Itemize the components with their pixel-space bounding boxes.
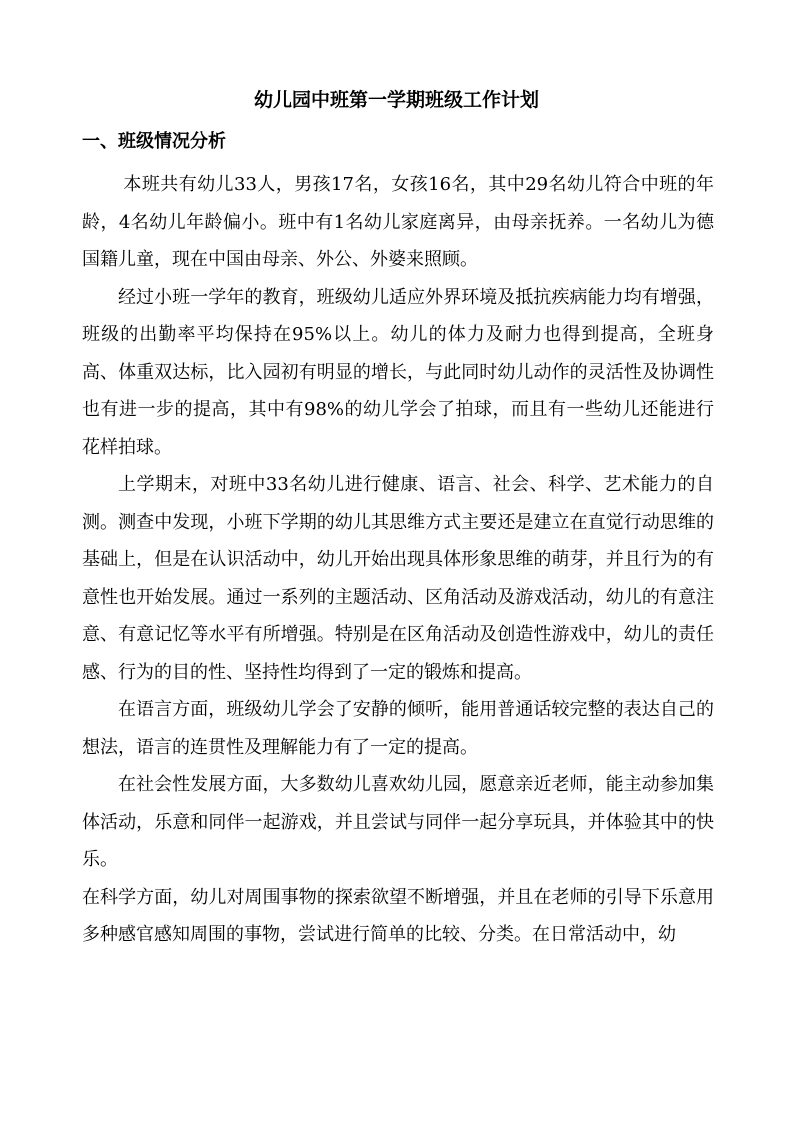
paragraph-language: 在语言方面，班级幼儿学会了安静的倾听，能用普通话较完整的表达自己的想法，语言的连贯性及理解能力有了一定的提高。 [82,699,714,758]
document-title: 幼儿园中班第一学期班级工作计划 [253,89,539,111]
paragraph-science: 在科学方面，幼儿对周围事物的探索欲望不断增强，并且在老师的引导下乐意用多种感官感知周围的事物，尝试进行简单的比较、分类。在日常活动中，幼 [82,886,714,945]
paragraph-health-development: 经过小班一学年的教育，班级幼儿适应外界环境及抵抗疾病能力均有增强，班级的出勤率平均保持在95%以上。幼儿的体力及耐力也得到提高，全班身高、体重双达标，比入园初有明显的增长，与此同时幼儿动作的灵活性及协调性也有进一步的提高，其中有98%的幼儿学会了拍球，而且有一些幼儿还能进行花样拍球。 [82,286,714,458]
paragraph-class-overview: 本班共有幼儿33人，男孩17名，女孩16名，其中29名幼儿符合中班的年龄，4名幼儿年龄偏小。班中有1名幼儿家庭离异，由母亲抚养。一名幼儿为德国籍儿童，现在中国由母亲、外公、外婆来照顾。 [82,174,714,270]
paragraph-social: 在社会性发展方面，大多数幼儿喜欢幼儿园，愿意亲近老师，能主动参加集体活动，乐意和同伴一起游戏，并且尝试与同伴一起分享玩具，并体验其中的快乐。 [82,774,714,870]
document-body [82,166,714,954]
section-heading: 一、班级情况分析 [82,131,226,152]
paragraph-assessment: 上学期末，对班中33名幼儿进行健康、语言、社会、科学、艺术能力的自测。测查中发现，小班下学期的幼儿其思维方式主要还是建立在直觉行动思维的基础上，但是在认识活动中，幼儿开始出现具体形象思维的萌芽，并且行为的有意性也开始发展。通过一系列的主题活动、区角活动及游戏活动，幼儿的有意注意、有意记忆等水平有所增强。特别是在区角活动及创造性游戏中，幼儿的责任感、行为的目的性、坚持性均得到了一定的锻炼和提高。 [82,474,714,683]
